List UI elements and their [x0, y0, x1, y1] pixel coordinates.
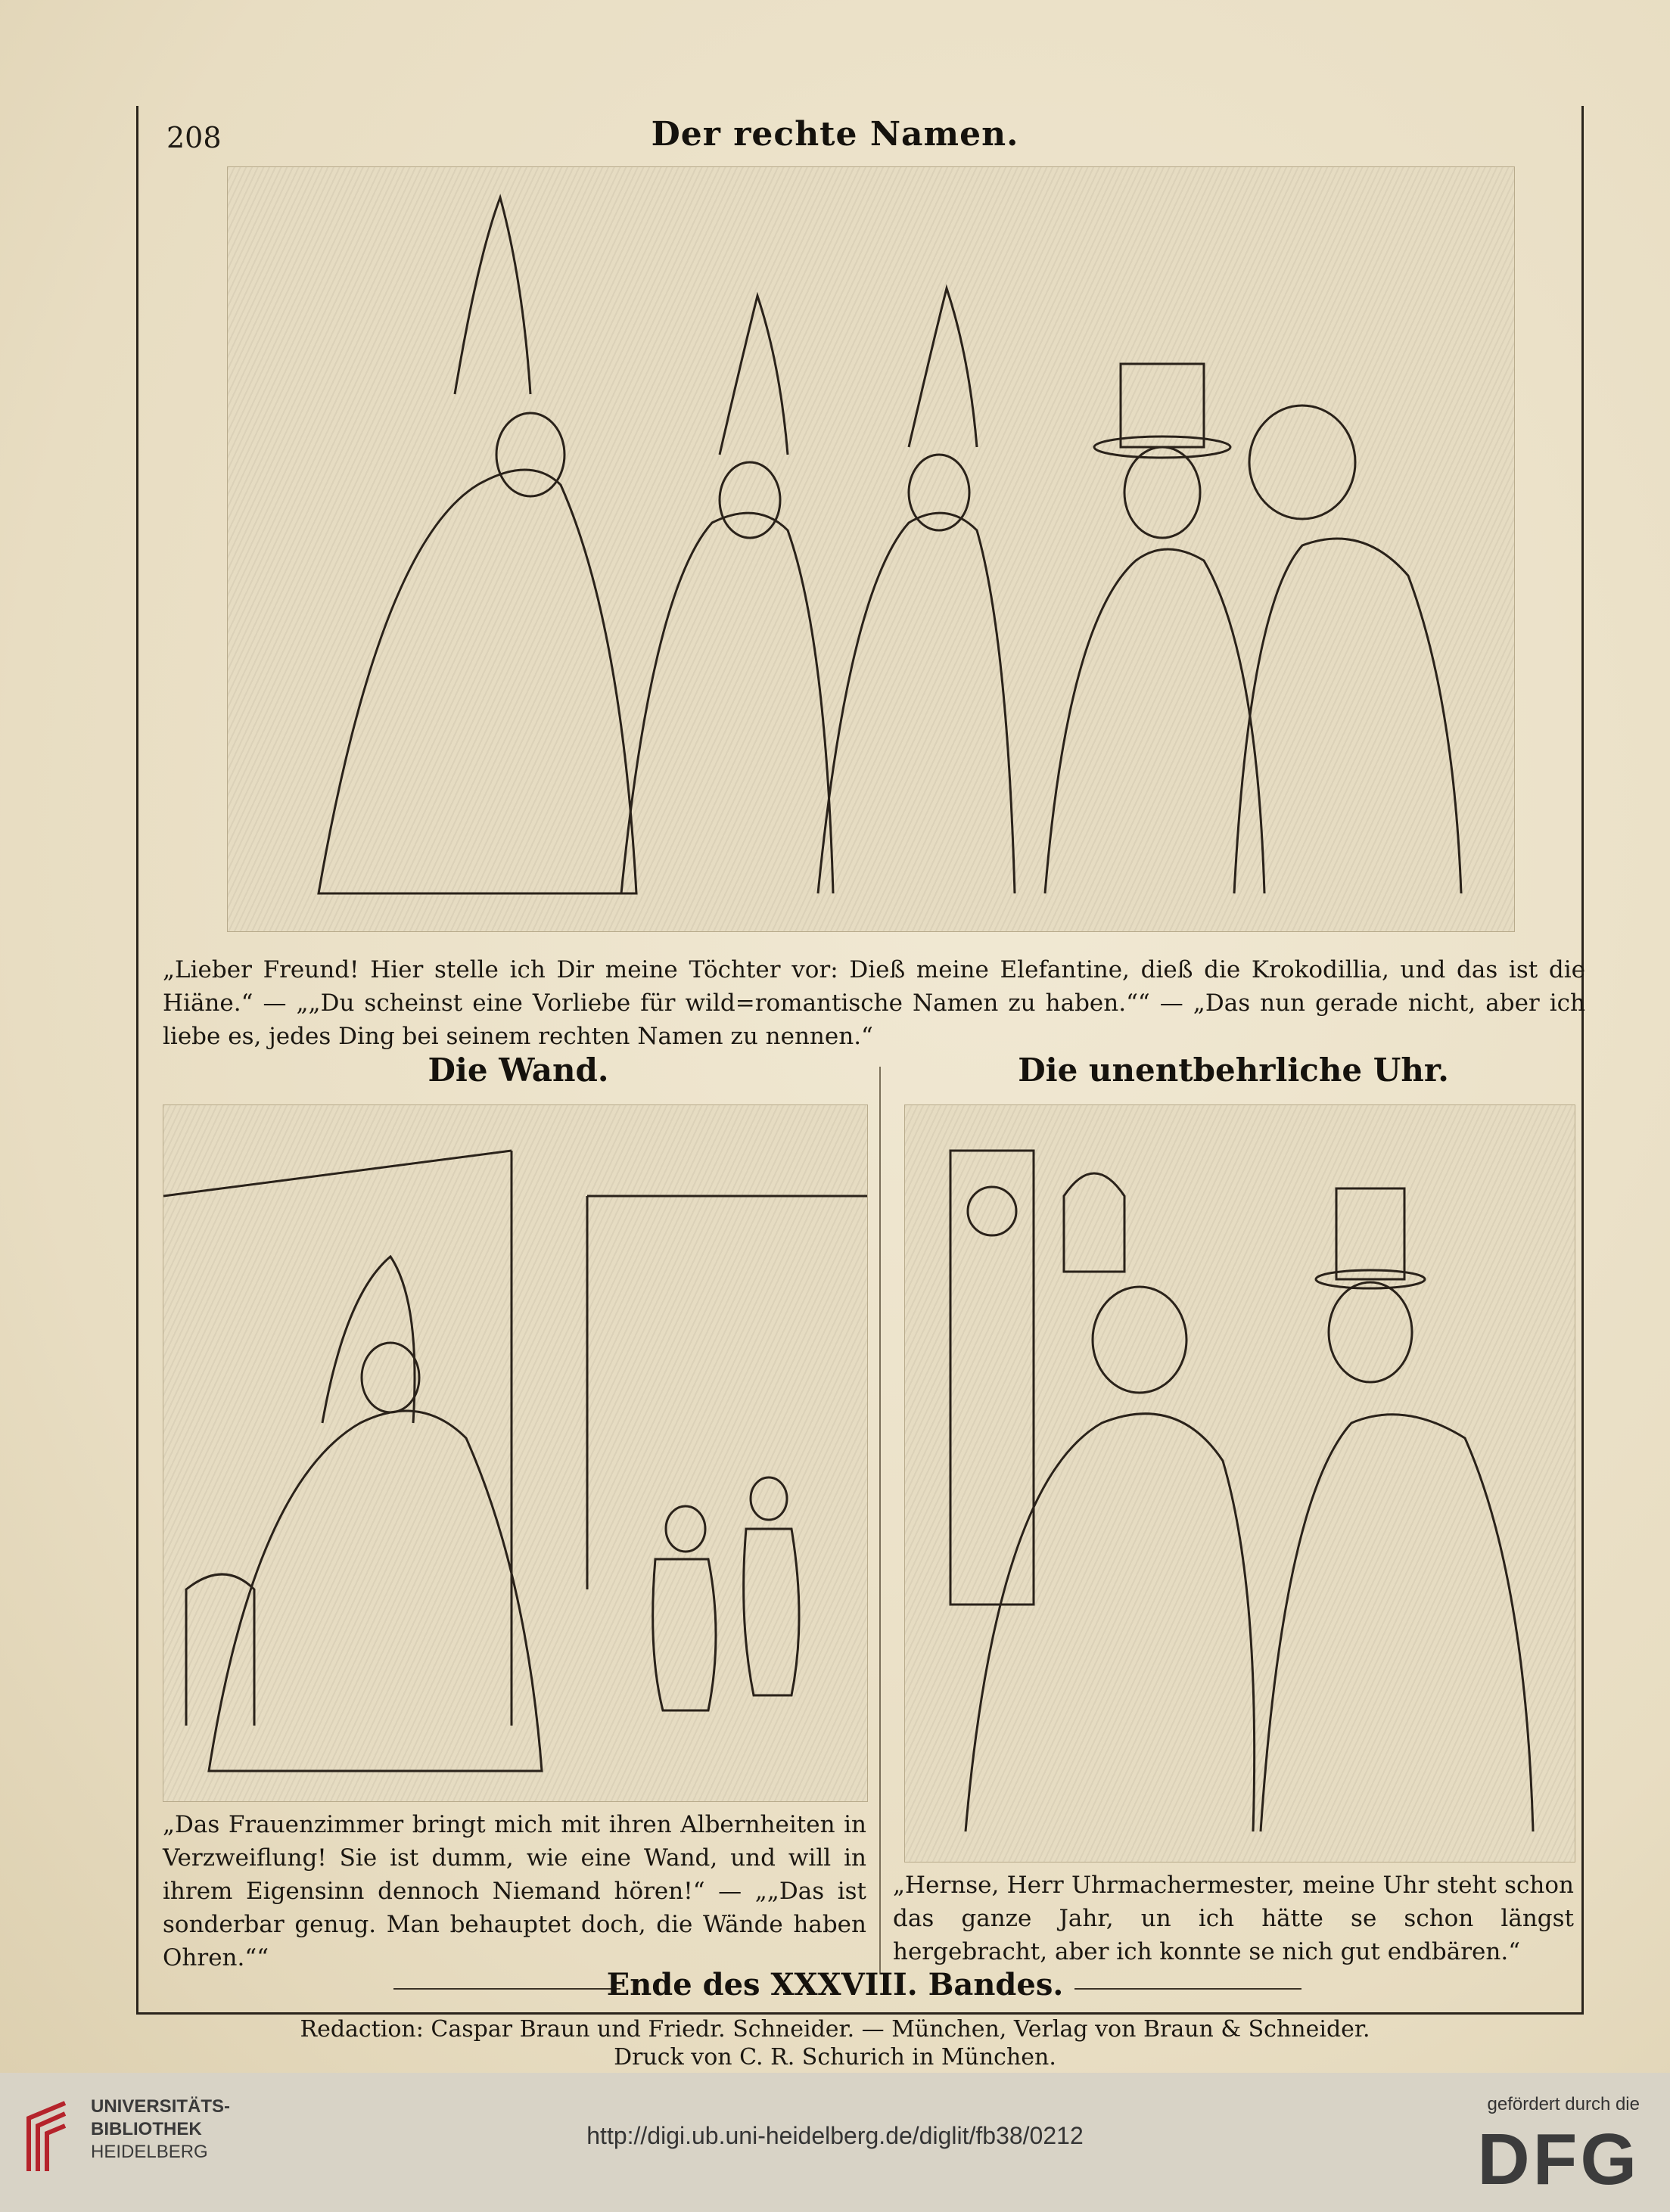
library-line-1: UNIVERSITÄTS-: [91, 2096, 231, 2117]
library-line-3: HEIDELBERG: [91, 2142, 208, 2162]
caption-right: „Hernse, Herr Uhrmachermester, meine Uhr steht schon das ganze Jahr, un ich hätte se schon längst hergebracht, aber ich konnte se nich gut endbären.“: [893, 1872, 1574, 1965]
illustration-the-wall: [163, 1104, 868, 1802]
end-of-volume-note: Ende des XXXVIII. Bandes.: [606, 1967, 1064, 2002]
illustration-the-watch: [904, 1104, 1575, 1862]
subtitle-left: Die Wand.: [428, 1052, 609, 1089]
engraving-top: [228, 167, 1514, 931]
dfg-logo: DFG: [1477, 2119, 1640, 2200]
page-number: 208: [166, 121, 222, 154]
permalink-url[interactable]: http://digi.ub.uni-heidelberg.de/diglit/fb38/0212: [586, 2122, 1084, 2149]
illustration-father-and-daughters: [227, 166, 1515, 932]
caption-left: „Das Frauenzimmer bringt mich mit ihren Albernheiten in Verzweiflung! Sie ist dumm, wie eine Wand, und will in ihrem Eigensinn dennoch Niemand hören!“ — „„Das ist sonderbar genug. Man behauptet doch, die Wände haben Ohren.““: [163, 1811, 866, 1971]
library-line-2: BIBLIOTHEK: [91, 2119, 202, 2139]
credits-line-2: Druck von C. R. Schurich in München.: [614, 2044, 1056, 2071]
funded-by-label: gefördert durch die: [1487, 2094, 1640, 2114]
credits-line-1: Redaction: Caspar Braun und Friedr. Schneider. — München, Verlag von Braun & Schneider.: [300, 2016, 1370, 2043]
caption-top: „Lieber Freund! Hier stelle ich Dir meine Töchter vor: Dieß meine Elefantine, dieß die Krokodillia, und das ist die Hiäne.“ — „„Du scheinst eine Vorliebe für wild=romantische Namen zu haben.““ — „Das nun gerade nicht, aber ich liebe es, jedes Ding bei seinem rechten Namen zu nennen.“: [163, 956, 1585, 1050]
subtitle-right: Die unentbehrliche Uhr.: [1018, 1052, 1449, 1089]
column-divider: [879, 1067, 881, 1974]
page-title: Der rechte Namen.: [651, 115, 1019, 154]
engraving-right: [905, 1105, 1575, 1862]
engraving-left: [163, 1105, 867, 1801]
